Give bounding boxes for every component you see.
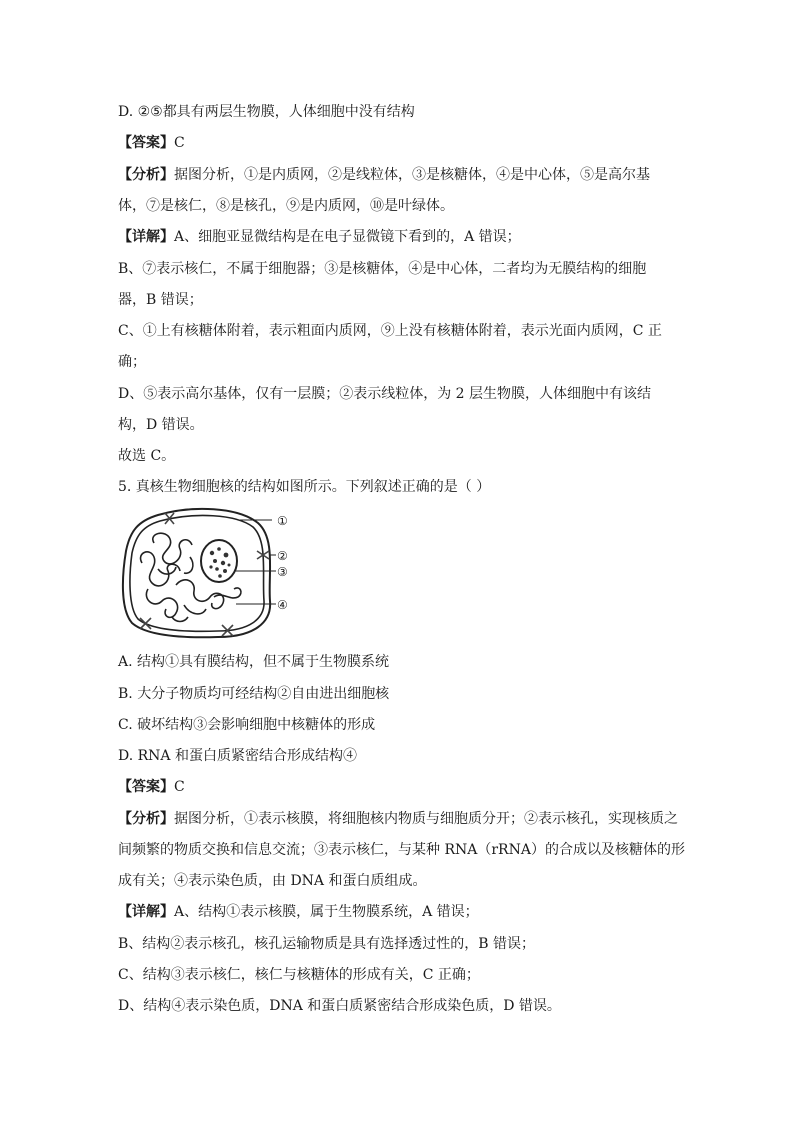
prev-conclusion: 故选 C。 <box>118 448 176 464</box>
analysis-line-2: 间频繁的物质交换和信息交流；③表示核仁，与某种 RNA（rRNA）的合成以及核糖体的形 <box>118 842 685 858</box>
analysis-line-3: 成有关；④表示染色质，由 DNA 和蛋白质组成。 <box>118 873 427 889</box>
prev-detail-line-1 <box>118 227 688 247</box>
prev-detail-line-4: C、①上有核糖体附着，表示粗面内质网，⑨上没有核糖体附着，表示光面内质网，C 正 <box>118 323 662 339</box>
answer-value: C <box>174 135 185 151</box>
analysis-tag: 【分析】 <box>118 811 174 827</box>
option-d: D. RNA 和蛋白质紧密结合形成结构④ <box>118 748 357 764</box>
analysis-tag: 【分析】 <box>118 167 174 183</box>
question-5-stem: 5. 真核生物细胞核的结构如图所示。下列叙述正确的是（ ） <box>118 479 491 495</box>
detail-line-1 <box>118 902 688 922</box>
prev-detail-line-7: 构，D 错误。 <box>118 417 204 433</box>
answer <box>118 777 688 797</box>
prev-answer <box>118 133 688 153</box>
detail-tag: 【详解】 <box>118 904 174 920</box>
detail-text: A、结构①表示核膜，属于生物膜系统，A 错误； <box>174 904 479 920</box>
detail-tag: 【详解】 <box>118 229 174 245</box>
prev-detail-line-2: B、⑦表示核仁，不属于细胞器；③是核糖体，④是中心体，二者均为无膜结构的细胞 <box>118 261 647 277</box>
analysis-text: 据图分析，①表示核膜，将细胞核内物质与细胞质分开；②表示核孔，实现核质之 <box>174 811 678 827</box>
detail-text: A、细胞亚显微结构是在电子显微镜下看到的，A 错误； <box>174 229 521 245</box>
option-c: C. 破坏结构③会影响细胞中核糖体的形成 <box>118 717 376 733</box>
detail-line-3: C、结构③表示核仁，核仁与核糖体的形成有关，C 正确； <box>118 967 480 983</box>
prev-detail-line-5: 确； <box>118 354 146 370</box>
prev-analysis-line-2: 体，⑦是核仁，⑧是核孔，⑨是内质网，⑩是叶绿体。 <box>118 198 454 214</box>
label-1: ① <box>277 514 288 528</box>
answer-value: C <box>174 779 185 795</box>
nucleus-diagram <box>118 505 308 643</box>
label-2: ② <box>277 549 288 563</box>
analysis-line-1 <box>118 809 688 829</box>
option-b: B. 大分子物质均可经结构②自由进出细胞核 <box>118 686 390 702</box>
prev-detail-line-3: 器，B 错误； <box>118 292 203 308</box>
nucleus-diagram-svg <box>118 505 308 643</box>
label-4: ④ <box>277 598 288 612</box>
option-a: A. 结构①具有膜结构，但不属于生物膜系统 <box>118 654 390 670</box>
detail-line-2: B、结构②表示核孔，核孔运输物质是具有选择透过性的，B 错误； <box>118 936 536 952</box>
prev-option-d: D. ②⑤都具有两层生物膜，人体细胞中没有结构 <box>118 104 415 120</box>
detail-line-4: D、结构④表示染色质，DNA 和蛋白质紧密结合形成染色质，D 错误。 <box>118 998 561 1014</box>
answer-tag: 【答案】 <box>118 135 174 151</box>
answer-tag: 【答案】 <box>118 779 174 795</box>
analysis-text: 据图分析，①是内质网，②是线粒体，③是核糖体，④是中心体，⑤是高尔基 <box>174 167 650 183</box>
prev-analysis-line-1 <box>118 165 688 185</box>
prev-detail-line-6: D、⑤表示高尔基体，仅有一层膜；②表示线粒体，为 2 层生物膜，人体细胞中有该结 <box>118 386 652 402</box>
label-3: ③ <box>277 565 288 579</box>
